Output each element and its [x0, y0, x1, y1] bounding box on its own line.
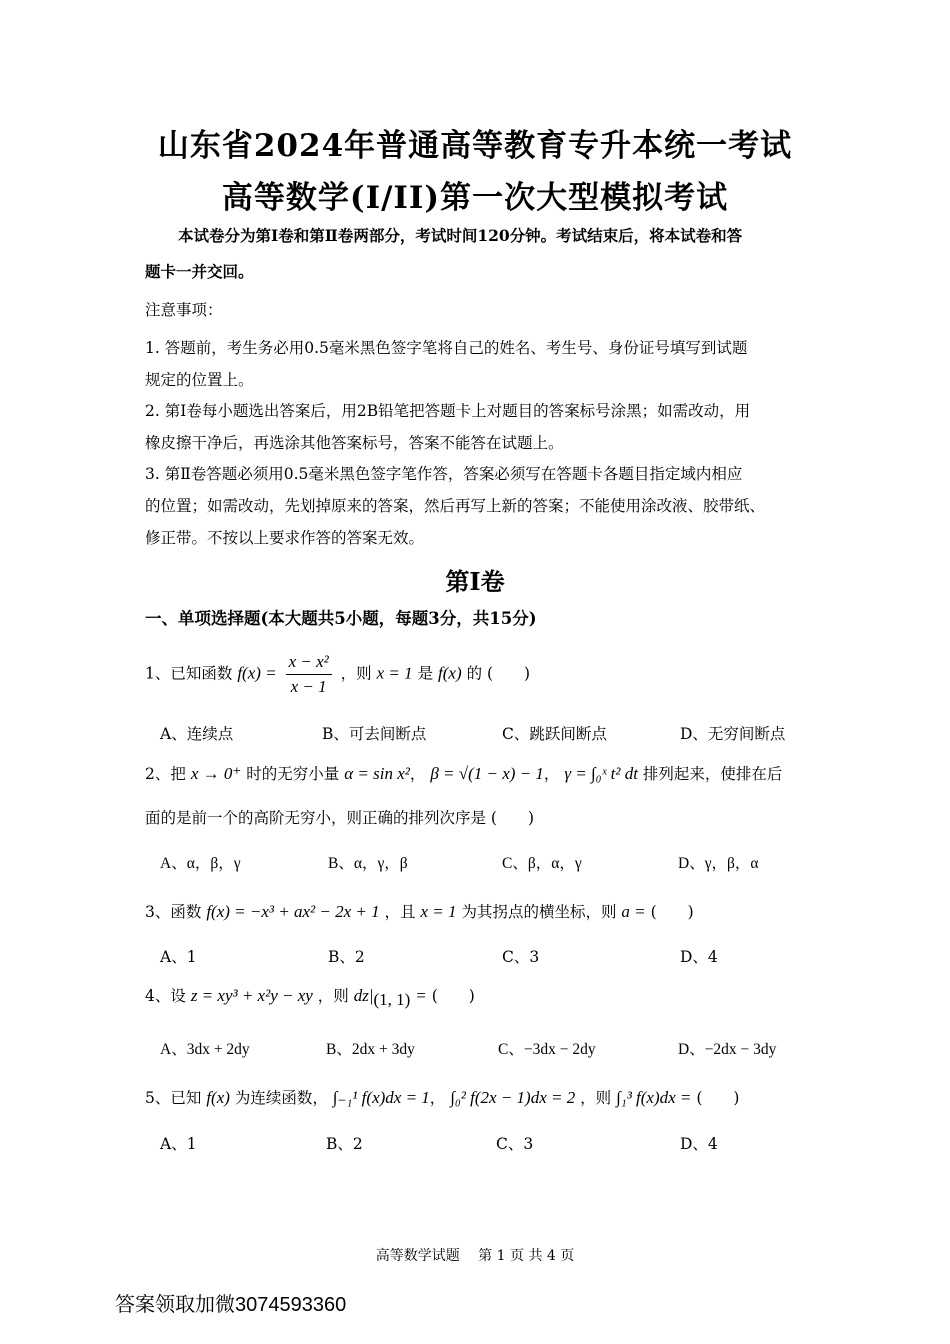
note-2-line-2: 橡皮擦干净后，再选涂其他答案标号，答案不能答在试题上。: [145, 434, 564, 452]
note-3-line-3: 修正带。不按以上要求作答的答案无效。: [145, 529, 425, 547]
q2-option-c: C、β，α，γ: [502, 855, 582, 872]
q5-integral-3: ∫₁³ f(x)dx =: [616, 1088, 692, 1107]
q1-condition: x = 1: [376, 663, 413, 683]
q1-fraction: [286, 652, 332, 697]
notice-label: 注意事项：: [145, 301, 223, 319]
note-3-line-2: 的位置；如需改动，先划掉原来的答案，然后再写上新的答案；不能使用涂改液、胶带纸、: [145, 497, 766, 515]
q1-numerator: x − x²: [286, 652, 332, 675]
q5-prefix: 5、已知: [145, 1089, 202, 1107]
q4-option-a: A、3dx + 2dy: [160, 1041, 250, 1058]
q3-paren: ( ): [650, 903, 694, 921]
exam-subtitle: 高等数学(I/II)第一次大型模拟考试: [221, 180, 729, 216]
q4-option-c: C、−3dx − 2dy: [498, 1041, 596, 1058]
q2-option-a: A、α，β，γ: [160, 855, 241, 872]
q3-option-b: B、2: [328, 948, 365, 966]
q3-condition: x = 1: [420, 902, 457, 921]
watermark-text: 答案领取加微3074593360: [115, 1294, 347, 1316]
note-1-line-2: 规定的位置上。: [145, 371, 254, 389]
question-3: [145, 902, 694, 922]
note-3-line-1: 3. 第Ⅱ卷答题必须用0.5毫米黑色签字笔作答，答案必须写在答题卡各题目指定域内相应: [145, 465, 743, 483]
q2-text2: 排列起来，使排在后: [642, 765, 783, 783]
q4-subscript: (1, 1): [373, 990, 411, 1010]
question-2: 2、把 x → 0⁺ 时的无穷小量 α = sin x²， β = √(1 − x) − 1， γ = ∫₀ˣ t² dt 排列起来，使排在后: [145, 764, 783, 783]
q3-mid: ，且: [384, 903, 416, 921]
note-1-line-1: 1. 答题前，考生务必用0.5毫米黑色签字笔将自己的姓名、考生号、身份证号填写到试题: [145, 339, 748, 357]
q5-option-a: A、1: [160, 1135, 197, 1153]
q1-tail: 的 ( ): [466, 664, 531, 683]
note-2-line-1: 2. 第Ⅰ卷每小题选出答案后，用2B铅笔把答题卡上对题目的答案标号涂黑；如需改动，用: [145, 402, 751, 420]
part-heading: 一、单项选择题(本大题共5小题，每题3分，共15分): [145, 609, 537, 628]
q1-option-d: D、无穷间断点: [680, 725, 786, 743]
q1-mid2: 是: [417, 664, 434, 683]
q5-option-d: D、4: [680, 1135, 718, 1153]
q4-prefix: 4、设: [145, 987, 186, 1005]
q2-alpha: α = sin x²: [344, 764, 410, 783]
q1-denominator: x − 1: [290, 677, 327, 696]
q4-ask: dz|: [353, 986, 374, 1005]
intro-line-1: 本试卷分为第Ⅰ卷和第Ⅱ卷两部分，考试时间120分钟。考试结束后，将本试卷和答: [178, 226, 743, 245]
q4-mid: ，则: [317, 987, 349, 1005]
q3-option-d: D、4: [680, 948, 718, 966]
q1-option-b: B、可去间断点: [322, 725, 427, 743]
q1-fx: f(x): [438, 663, 462, 683]
q1-mid: ，则: [340, 664, 372, 683]
q2-option-b: B、α，γ，β: [328, 855, 408, 872]
q2-option-d: D、γ，β，α: [678, 855, 759, 872]
question-1: [145, 652, 530, 697]
page-footer: 高等数学试题 第 1 页 共 4 页: [375, 1248, 575, 1264]
q5-fx: f(x): [206, 1088, 230, 1107]
q4-equals: =: [415, 986, 427, 1005]
q5-option-b: B、2: [326, 1135, 363, 1153]
question-4: [145, 986, 475, 1010]
q2-limit: x → 0⁺: [190, 764, 242, 783]
q2-line-2: 面的是前一个的高阶无穷小，则正确的排列次序是 ( ): [145, 809, 535, 827]
q5-paren: ( ): [696, 1089, 740, 1107]
q3-option-c: C、3: [502, 948, 540, 966]
q5-integral-2: ∫₀² f(2x − 1)dx = 2: [450, 1088, 576, 1107]
q3-expression: f(x) = −x³ + ax² − 2x + 1: [206, 902, 380, 921]
section-title: 第I卷: [445, 567, 505, 596]
q1-option-a: A、连续点: [160, 725, 234, 743]
q1-function: f(x) =: [237, 663, 277, 683]
q2-beta: β = √(1 − x) − 1: [430, 764, 544, 783]
q4-option-b: B、2dx + 3dy: [326, 1041, 415, 1058]
q5-mid2: ，则: [580, 1089, 612, 1107]
q3-ask: a =: [621, 902, 646, 921]
q5-option-c: C、3: [496, 1135, 534, 1153]
q3-prefix: 3、函数: [145, 903, 202, 921]
q4-paren: ( ): [431, 987, 475, 1005]
q1-option-c: C、跳跃间断点: [502, 725, 607, 743]
q2-gamma: γ = ∫₀ˣ t² dt: [564, 764, 638, 783]
q5-mid: 为连续函数，: [234, 1089, 328, 1107]
q4-option-d: D、−2dx − 3dy: [678, 1041, 777, 1058]
q2-prefix: 2、把: [145, 765, 186, 783]
q3-option-a: A、1: [160, 948, 197, 966]
intro-line-2: 题卡一并交回。: [145, 262, 254, 281]
q2-text1: 时的无穷小量: [246, 765, 340, 783]
q5-integral-1: ∫₋₁¹ f(x)dx = 1: [332, 1088, 430, 1107]
q4-expression: z = xy³ + x²y − xy: [190, 986, 313, 1005]
question-5: 5、已知 f(x) 为连续函数， ∫₋₁¹ f(x)dx = 1， ∫₀² f(2x − 1)dx = 2 ，则 ∫₁³ f(x)dx = ( ): [145, 1088, 740, 1107]
q1-prefix: 1、已知函数: [145, 664, 233, 683]
exam-title: 山东省2024年普通高等教育专升本统一考试: [157, 128, 793, 164]
q3-tail: 为其拐点的横坐标，则: [461, 903, 617, 921]
